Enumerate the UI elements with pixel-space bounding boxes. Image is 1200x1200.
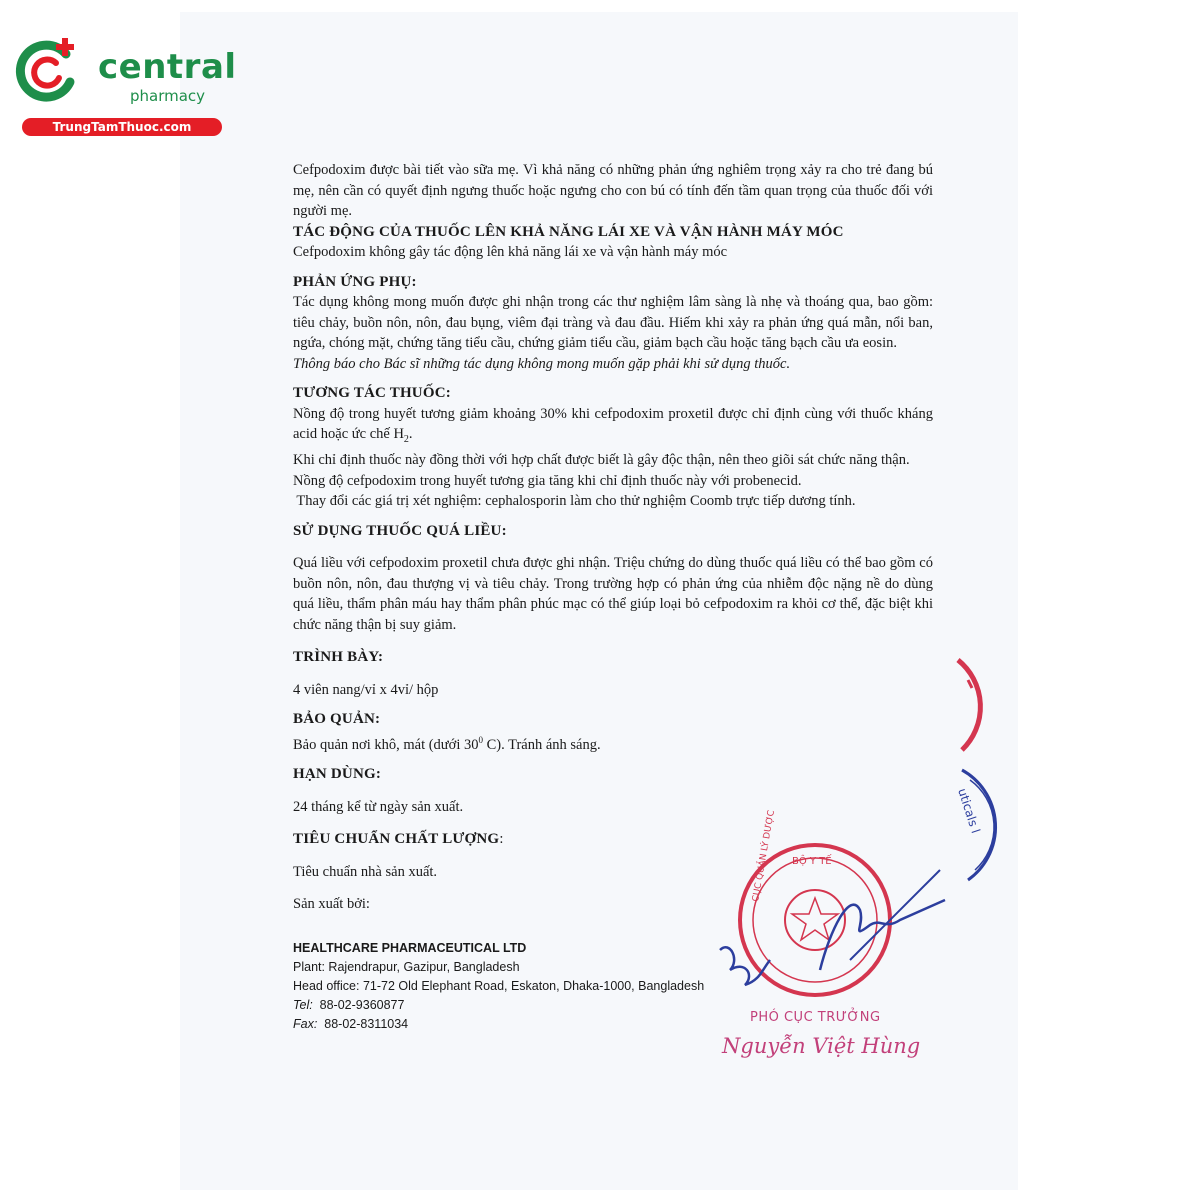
signer-name: Nguyễn Việt Hùng — [722, 1034, 921, 1058]
manufacturer-tel: Tel: 88-02-9360877 — [293, 997, 405, 1012]
logo-website[interactable]: TrungTamThuoc.com — [22, 118, 222, 136]
seal-ring-text: CỤC QUẢN LÝ DƯỢC — [751, 809, 778, 903]
presentation-heading: TRÌNH BÀY: — [293, 649, 384, 666]
quality-text: Tiêu chuẩn nhà sản xuất. — [293, 863, 438, 880]
quality-heading: TIÊU CHUẨN CHẤT LƯỢNG: — [293, 831, 504, 848]
side-effects-note: Thông báo cho Bác sĩ những tác dụng không mong muốn gặp phải khi sử dụng thuốc. — [293, 355, 791, 372]
interactions-p4: Thay đổi các giá trị xét nghiệm: cephalosporin làm cho thử nghiệm Coomb trực tiếp dương tính. — [293, 493, 856, 510]
storage-heading: BẢO QUẢN: — [293, 711, 381, 728]
manufacturer-plant: Plant: Rajendrapur, Gazipur, Bangladesh — [293, 959, 520, 974]
storage-text: Bảo quản nơi khô, mát (dưới $30^0$ C). Tránh ánh sáng. — [293, 734, 601, 753]
manufacturer-name: HEALTHCARE PHARMACEUTICAL LTD — [293, 940, 527, 955]
shelf-life-heading: HẠN DÙNG: — [293, 766, 382, 783]
seal-top-text: BỘ Y TẾ — [792, 856, 832, 867]
central-pharmacy-logo[interactable] — [12, 36, 237, 136]
signature-stroke-2 — [820, 900, 945, 970]
manufacturer-head-office: Head office: 71-72 Old Elephant Road, Eskaton, Dhaka-1000, Bangladesh — [293, 978, 705, 993]
interactions-heading: TƯƠNG TÁC THUỐC: — [293, 385, 451, 401]
intro-paragraph: Cefpodoxim được bài tiết vào sữa mẹ. Vì khả năng có những phản ứng nghiêm trọng xảy ra cho trẻ đang bú mẹ, nên cần có quyết định ngưng thuốc hoặc ngưng cho con bú có tính đến tầm quan trọng của thuốc đối với người mẹ. — [293, 162, 933, 219]
presentation-text: 4 viên nang/vỉ x 4vỉ/ hộp — [293, 681, 439, 698]
side-effects-text: Tác dụng không mong muốn được ghi nhận trong các thư nghiệm lâm sàng là nhẹ và thoáng qua, bao gồm: tiêu chảy, buồn nôn, nôn, đau bụng, viêm đại tràng và đau đầu. Hiếm khi xảy ra phản ứng quá mẫn, nổi ban, ngứa, chóng mặt, chứng tăng tiểu cầu, chứng giảm tiểu cầu, giảm bạch cầu hoặc tăng bạch cầu ưa eosin. — [293, 294, 933, 351]
manufacturer-fax: Fax: 88-02-8311034 — [293, 1016, 409, 1031]
interactions-p1: Nồng độ trong huyết tương giảm khoảng 30% khi cefpodoxim proxetil được chỉ định cùng với thuốc kháng acid hoặc ức chế $H_2$. — [293, 405, 933, 445]
driving-text: Cefpodoxim không gây tác động lên khả năng lái xe và vận hành máy móc — [293, 244, 728, 260]
overdose-text: Quá liều với cefpodoxim proxetil chưa được ghi nhận. Triệu chứng do dùng thuốc quá liều có thể bao gồm có buồn nôn, nôn, đau thượng vị và tiêu chảy. Trong trường hợp có phản ứng của nhiễm độc nặng nề do dùng quá liều, thẩm phân máu hay thẩm phân phúc mạc có thể giúp loại bỏ cefpodoxim ra khỏi cơ thể, đặc biệt khi chức năng thận bị suy giảm. — [293, 555, 933, 633]
logo-subtitle: pharmacy — [130, 87, 206, 105]
logo-brand-name: central — [98, 47, 237, 87]
blue-stamp-text: uticals l — [955, 786, 983, 836]
overdose-heading: SỬ DỤNG THUỐC QUÁ LIỀU: — [293, 522, 507, 539]
interactions-p2: Khi chỉ định thuốc này đồng thời với hợp chất được biết là gây độc thận, nên theo giõi sát chức năng thận. — [293, 452, 910, 469]
driving-heading: TÁC ĐỘNG CỦA THUỐC LÊN KHẢ NĂNG LÁI XE VÀ VẬN HÀNH MÁY MÓC — [293, 223, 844, 240]
logo-c-cross-icon — [12, 36, 84, 108]
manufacturer-label: Sản xuất bởi: — [293, 896, 370, 913]
side-effects-heading: PHẢN ỨNG PHỤ: — [293, 273, 417, 290]
shelf-life-text: 24 tháng kể từ ngày sản xuất. — [293, 798, 464, 815]
signer-title: PHÓ CỤC TRƯỞNG — [750, 1010, 881, 1025]
interactions-p3: Nồng độ cefpodoxim trong huyết tương gia tăng khi chỉ định thuốc này với probenecid. — [293, 472, 802, 489]
